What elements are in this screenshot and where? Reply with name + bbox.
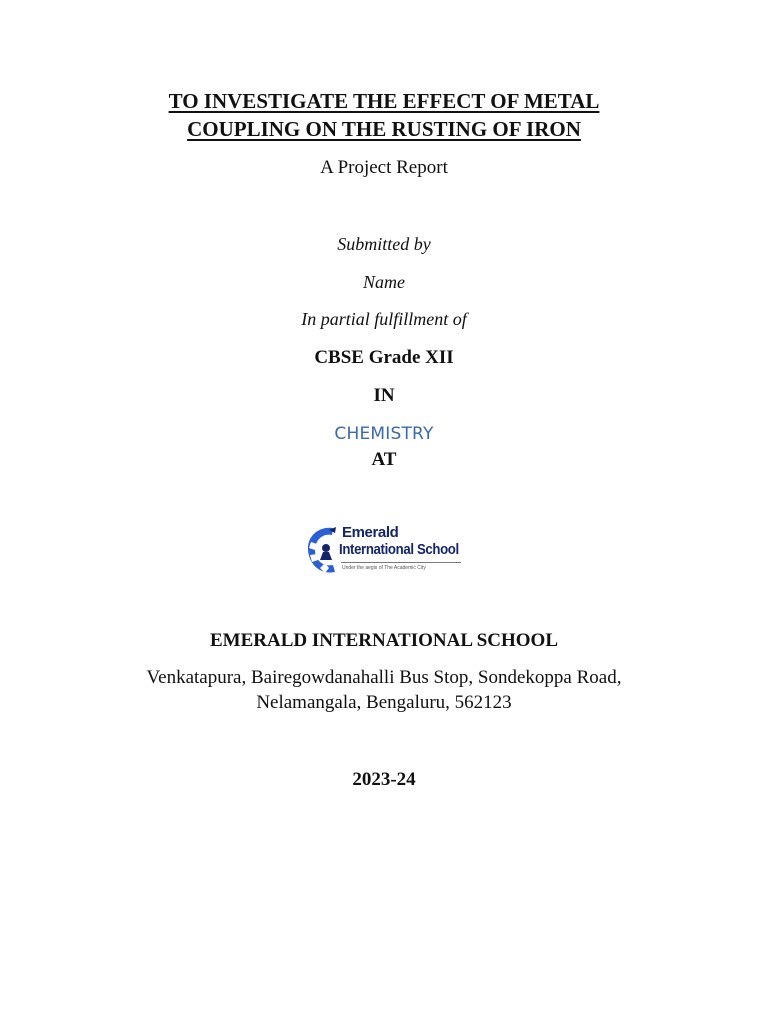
at-label: AT (371, 449, 397, 470)
address-line-2: Nelamangala, Bengaluru, 562123 (256, 692, 512, 713)
school-name: EMERALD INTERNATIONAL SCHOOL (209, 630, 559, 651)
school-emblem-icon (305, 522, 341, 578)
report-title-line-2: COUPLING ON THE RUSTING OF IRON (187, 117, 581, 141)
grade-label: CBSE Grade XII (314, 347, 454, 368)
subject-label: CHEMISTRY (334, 424, 434, 444)
submitted-by-label: Submitted by (337, 234, 431, 254)
school-logo (305, 522, 463, 578)
logo-tagline: Under the aegis of The Academic City (342, 565, 426, 571)
logo-divider (341, 562, 461, 563)
report-title-line-1: TO INVESTIGATE THE EFFECT OF METAL (168, 89, 600, 113)
in-label: IN (373, 385, 395, 406)
fulfillment-label: In partial fulfillment of (301, 309, 467, 329)
academic-year: 2023-24 (352, 769, 416, 790)
student-name: Name (363, 272, 405, 292)
address-line-1: Venkatapura, Bairegowdanahalli Bus Stop, Sondekoppa Road, (146, 667, 622, 688)
report-subtitle: A Project Report (320, 157, 448, 178)
logo-text-emerald: Emerald (342, 524, 399, 541)
logo-text-international-school: International School (339, 541, 459, 558)
